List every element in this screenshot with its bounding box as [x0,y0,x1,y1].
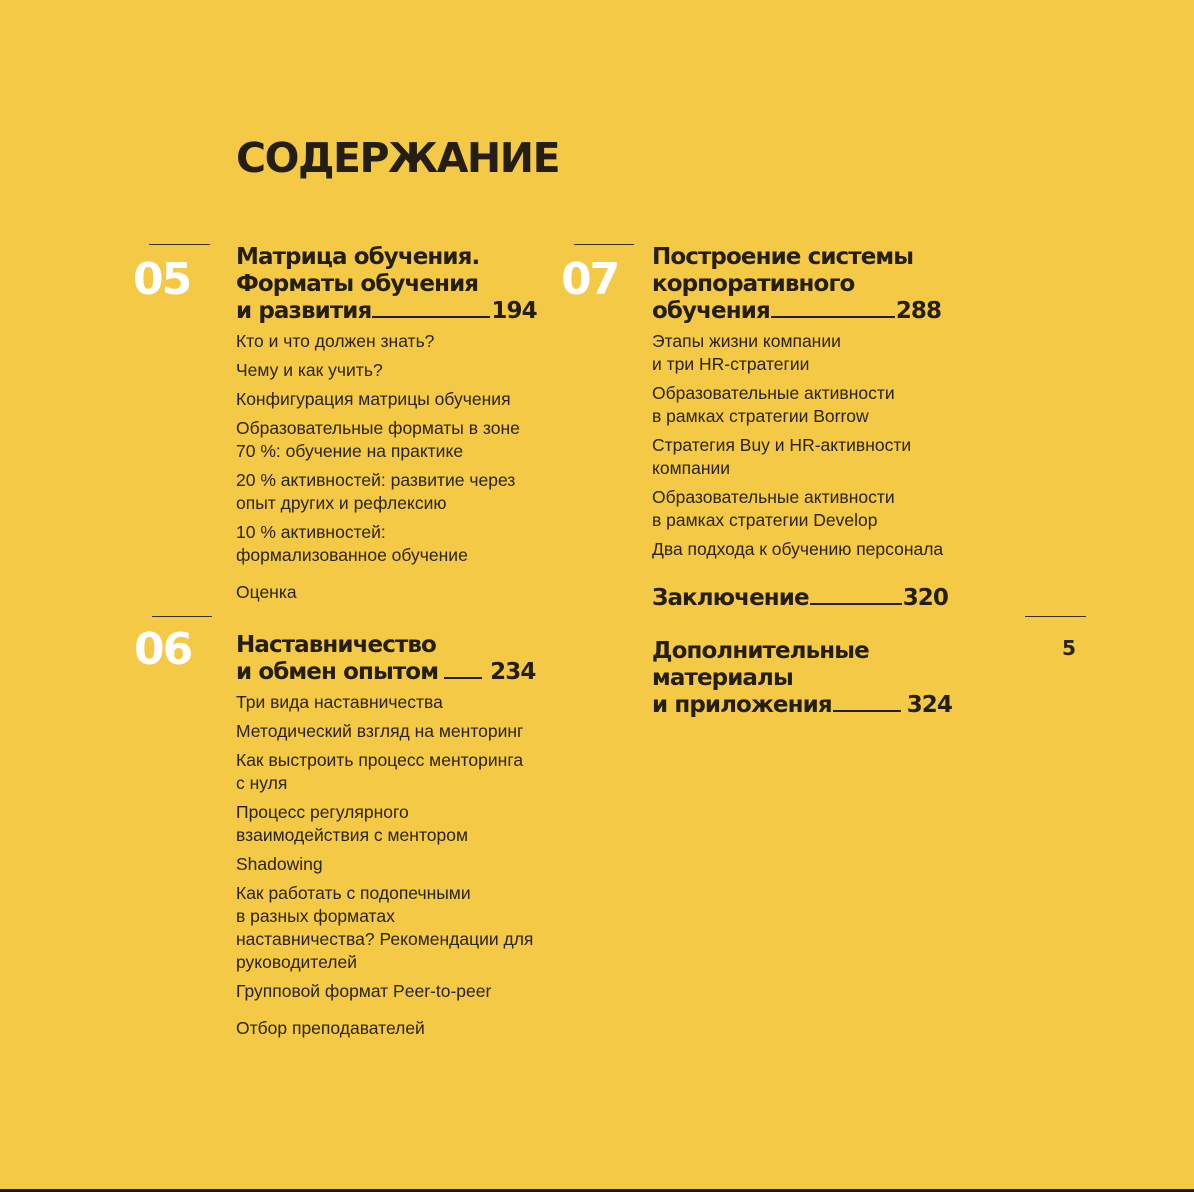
conclusion-title: Заключение [652,585,809,611]
section-05-title[interactable] [236,244,537,325]
page-title: СОДЕРЖАНИЕ [236,134,560,182]
list-item[interactable]: Как работать с подопечными в разных форматах наставничества? Рекомендации для руководителей [236,883,534,972]
section-06-page: 234 [490,659,536,685]
list-item[interactable]: Кто и что должен знать? [236,331,435,351]
list-item[interactable]: 10 % активностей: формализованное обучение [236,522,468,565]
section-05-page: 194 [491,298,537,324]
list-item[interactable]: Два подхода к обучению персонала [652,539,944,559]
section-07-number: 07 [561,254,619,305]
appendix-entry[interactable] [652,638,952,719]
list-item[interactable]: Стратегия Buy и HR-активности компании [652,435,912,478]
list-item[interactable]: Оценка [236,582,297,602]
list-item[interactable]: Этапы жизни компании и три HR-стратегии [652,331,841,374]
page-number: 5 [1062,636,1076,660]
conclusion-page: 320 [902,585,948,611]
conclusion-entry[interactable] [652,585,948,612]
section-07-page: 288 [895,298,942,324]
list-item[interactable]: 20 % активностей: развитие через опыт других и рефлексию [236,470,516,513]
section-05-items [236,330,520,610]
list-item[interactable]: Методический взгляд на менторинг [236,721,524,741]
section-07-title-line: обучения [652,298,770,324]
section-06-title-line: и обмен опытом [236,659,439,685]
section-07-items [652,330,943,567]
list-item[interactable]: Образовательные активности в рамках стратегии Develop [652,487,895,530]
appendix-title-line: материалы [652,665,793,691]
leader-line [810,602,902,605]
page-number-rule [1025,616,1086,617]
list-item[interactable]: Shadowing [236,854,323,874]
section-05-title-line: Форматы обучения [236,271,479,297]
section-07-title-line: Построение системы [652,244,914,270]
list-item[interactable]: Отбор преподавателей [236,1018,425,1038]
section-06-items [236,691,533,1046]
section-06-rule [152,616,212,617]
leader-line [444,676,482,679]
section-07-title-line: корпоративного [652,271,855,297]
leader-line [372,315,490,318]
leader-line [771,315,895,318]
section-06-title-line: Наставничество [236,632,436,658]
list-item[interactable]: Конфигурация матрицы обучения [236,389,511,409]
section-05-number: 05 [133,254,191,305]
section-05-title-line: Матрица обучения. [236,244,480,270]
list-item[interactable]: Чему и как учить? [236,360,383,380]
list-item[interactable]: Образовательные активности в рамках стратегии Borrow [652,383,895,426]
list-item[interactable]: Как выстроить процесс менторинга с нуля [236,750,524,793]
appendix-title-line: и приложения [652,692,832,718]
list-item[interactable]: Процесс регулярного взаимодействия с ментором [236,802,468,845]
appendix-title-line: Дополнительные [652,638,869,664]
list-item[interactable]: Образовательные форматы в зоне 70 %: обучение на практике [236,418,520,461]
section-06-title[interactable] [236,632,535,686]
section-07-title[interactable] [652,244,941,325]
section-05-rule [149,244,210,245]
leader-line [833,709,901,712]
list-item[interactable]: Три вида наставничества [236,692,443,712]
section-05-title-line: и развития [236,298,372,324]
list-item[interactable]: Групповой формат Peer-to-peer [236,981,492,1001]
section-06-number: 06 [134,624,192,675]
appendix-page: 324 [906,692,953,718]
section-07-rule [574,244,634,245]
